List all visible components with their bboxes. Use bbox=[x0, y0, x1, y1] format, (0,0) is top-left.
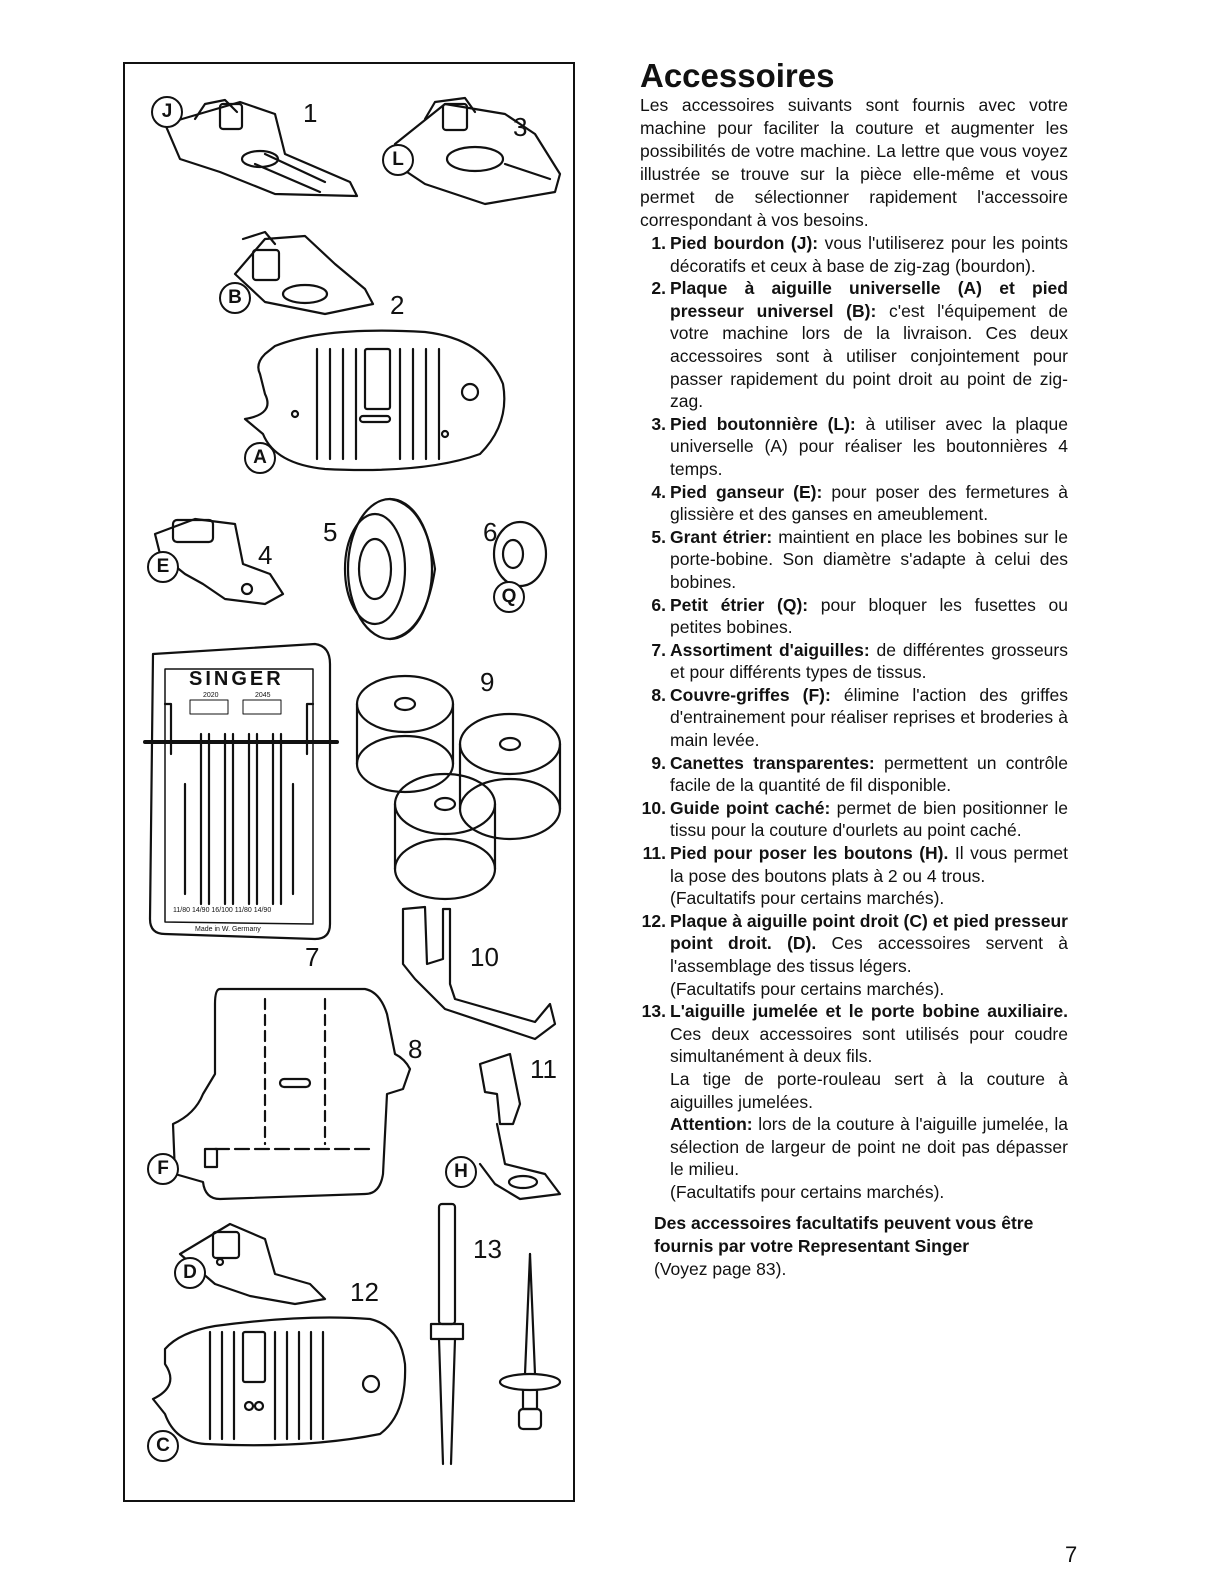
accessories-text bbox=[640, 58, 1068, 1281]
item-description: permet de bien positionner le tissu pour la couture d'ourlets au point caché. bbox=[670, 797, 1068, 841]
item-number: 7. bbox=[651, 639, 666, 660]
item-term: Couvre-griffes (F): bbox=[670, 684, 831, 705]
blindstitch-guide-drawing bbox=[403, 907, 555, 1039]
page-title: Accessoires bbox=[640, 57, 835, 94]
attention-text: lors de la couture à l'aiguille jumelée, la sélection de largeur de point ne doit pas dépasser le milieu. bbox=[670, 1114, 1068, 1180]
accessory-item bbox=[640, 910, 1068, 1000]
figure-number-10: 10 bbox=[470, 942, 499, 972]
needle-pack-origin: Made in W. Germany bbox=[195, 926, 261, 933]
figure-number-8: 8 bbox=[408, 1034, 423, 1064]
figure-number-7: 7 bbox=[305, 942, 320, 972]
letter-badge-Q: Q bbox=[493, 581, 525, 613]
figure-number-9: 9 bbox=[480, 667, 495, 697]
item-term: Pied boutonnière (L): bbox=[670, 413, 856, 434]
item-number: 9. bbox=[651, 752, 666, 773]
accessory-item bbox=[640, 277, 1068, 413]
accessory-item bbox=[640, 639, 1068, 684]
optional-note: (Facultatifs pour certains marchés). bbox=[670, 1181, 945, 1202]
figure-number-6: 6 bbox=[483, 517, 498, 547]
item-description: vous l'utiliserez pour les points décoratifs et ceux à base de zig-zag (bourdon). bbox=[670, 233, 1068, 276]
item-number: 6. bbox=[651, 594, 666, 615]
bobbins-drawing bbox=[357, 676, 560, 899]
item-description: de différentes grosseurs et pour différents types de tissus. bbox=[670, 639, 1068, 683]
straight-plate-drawing bbox=[153, 1318, 405, 1446]
needle-pack-code-1: 2020 bbox=[203, 692, 219, 699]
needle-pack-brand: SINGER bbox=[189, 668, 284, 690]
figure-number-11: 11 bbox=[530, 1054, 557, 1084]
item-number: 12. bbox=[641, 910, 666, 931]
footer-note-ref: (Voyez page 83). bbox=[654, 1258, 787, 1279]
item-term: Assortiment d'aiguilles: bbox=[670, 639, 870, 660]
item-number: 3. bbox=[651, 413, 666, 434]
figure-number-2: 2 bbox=[390, 290, 405, 320]
page-number: 7 bbox=[1065, 1542, 1078, 1567]
item-description: Ces deux accessoires sont utilisés pour coudre simultanément à deux fils. bbox=[670, 1023, 1068, 1067]
letter-badge-B: B bbox=[219, 282, 251, 314]
universal-plate-drawing bbox=[245, 331, 504, 470]
accessories-list bbox=[640, 232, 1068, 1204]
letter-badge-J: J bbox=[151, 96, 183, 128]
letter-badge-C: C bbox=[147, 1430, 179, 1462]
item-number: 2. bbox=[651, 278, 666, 299]
attention-label: Attention: bbox=[670, 1114, 753, 1135]
item-description: à utiliser avec la plaque universelle (A) pour réaliser les boutonnières 4 temps. bbox=[670, 413, 1069, 479]
accessory-item bbox=[640, 797, 1068, 842]
letter-badge-E: E bbox=[147, 551, 179, 583]
item-description: pour bloquer les fusettes ou petites bobines. bbox=[670, 594, 1068, 638]
item-description: Ces accessoires servent à l'assemblage des tissus légers. bbox=[670, 933, 1068, 976]
accessory-item bbox=[640, 526, 1068, 594]
large-spool-cap-drawing bbox=[345, 499, 435, 639]
needle-pack-sizes: 11/80 14/90 16/100 11/80 14/90 bbox=[173, 907, 272, 914]
item-extra: La tige de porte-rouleau sert à la couture à aiguilles jumelées. bbox=[670, 1068, 1068, 1112]
item-number: 5. bbox=[651, 526, 666, 547]
item-number: 8. bbox=[651, 684, 666, 705]
item-term: Guide point caché: bbox=[670, 797, 831, 818]
universal-foot-drawing bbox=[235, 232, 373, 314]
item-term: Petit étrier (Q): bbox=[670, 594, 809, 615]
accessories-illustration bbox=[123, 62, 575, 1502]
accessory-item bbox=[640, 413, 1068, 481]
item-number: 10. bbox=[641, 797, 666, 818]
footer-note-bold: Des accessoires facultatifs peuvent vous être fournis par votre Representant Singer bbox=[654, 1212, 1034, 1256]
item-number: 4. bbox=[651, 481, 666, 502]
item-number: 13. bbox=[641, 1001, 666, 1022]
item-number: 11. bbox=[642, 843, 666, 864]
item-description: pour poser des fermetures à glissière et des ganses en ameublement. bbox=[670, 481, 1068, 525]
needle-pack-code-2: 2045 bbox=[255, 692, 271, 699]
letter-badge-D: D bbox=[174, 1257, 206, 1289]
twin-needle-drawing bbox=[431, 1204, 463, 1464]
item-term: Canettes transparentes: bbox=[670, 752, 875, 773]
buttonhole-foot-drawing bbox=[395, 98, 560, 204]
figure-number-13: 13 bbox=[473, 1234, 502, 1264]
item-description: Il vous permet la pose des boutons plats à 2 ou 4 trous. bbox=[670, 843, 1068, 886]
intro-paragraph: Les accessoires suivants sont fournis avec votre machine pour faciliter la couture et augmenter les possibilités de votre machine. La lettre que vous voyez illustrée se trouve sur la pièce elle-même et vous permet de sélectionner rapidement l'accessoire correspondant à vos besoins. bbox=[640, 95, 1068, 230]
small-spool-cap-drawing bbox=[494, 522, 546, 586]
item-term: Pied pour poser les boutons (H). bbox=[670, 843, 949, 864]
item-term: Pied ganseur (E): bbox=[670, 481, 823, 502]
accessory-item bbox=[640, 1000, 1068, 1203]
satin-foot-drawing bbox=[165, 100, 357, 196]
accessory-item bbox=[640, 594, 1068, 639]
figure-number-1: 1 bbox=[303, 98, 318, 128]
accessory-item bbox=[640, 684, 1068, 752]
optional-note: (Facultatifs pour certains marchés). bbox=[670, 888, 945, 909]
item-description: c'est l'équipement de votre machine lors de la livraison. Ces deux accessoires sont à utiliser conjointement pour passer rapidement du point droit au point de zig-zag. bbox=[670, 300, 1068, 412]
item-number: 1. bbox=[651, 233, 666, 253]
accessory-item bbox=[640, 481, 1068, 526]
figure-number-4: 4 bbox=[258, 540, 273, 570]
accessory-item bbox=[640, 842, 1068, 910]
letter-badge-L: L bbox=[382, 144, 414, 176]
accessory-item bbox=[640, 232, 1068, 277]
item-term: Plaque à aiguille point droit (C) et pied presseur point droit. (D). bbox=[670, 910, 1068, 954]
accessory-item bbox=[640, 752, 1068, 797]
footer-note bbox=[654, 1212, 1068, 1281]
letter-badge-A: A bbox=[244, 442, 276, 474]
darning-plate-drawing bbox=[173, 989, 410, 1199]
figure-number-12: 12 bbox=[350, 1277, 379, 1307]
item-description: permettent un contrôle facile de la quantité de fil disponible. bbox=[670, 752, 1068, 796]
item-description: élimine l'action des griffes d'entrainement pour réaliser reprises et broderies à main levée. bbox=[670, 684, 1069, 751]
figure-number-5: 5 bbox=[323, 517, 338, 547]
letter-badge-F: F bbox=[147, 1153, 179, 1185]
letter-badge-H: H bbox=[445, 1156, 477, 1188]
spool-pin-drawing bbox=[500, 1254, 560, 1429]
figure-number-3: 3 bbox=[513, 112, 528, 142]
item-term: Grant étrier: bbox=[670, 526, 773, 547]
item-term: Pied bourdon (J): bbox=[670, 233, 819, 253]
item-term: L'aiguille jumelée et le porte bobine auxiliaire. bbox=[670, 1001, 1068, 1022]
optional-note: (Facultatifs pour certains marchés). bbox=[670, 978, 945, 999]
item-term: Plaque à aiguille universelle (A) et pied presseur universel (B): bbox=[670, 278, 1068, 321]
item-description: maintient en place les bobines sur le porte-bobine. Son diamètre s'adapte à celui des bobines. bbox=[670, 526, 1069, 592]
